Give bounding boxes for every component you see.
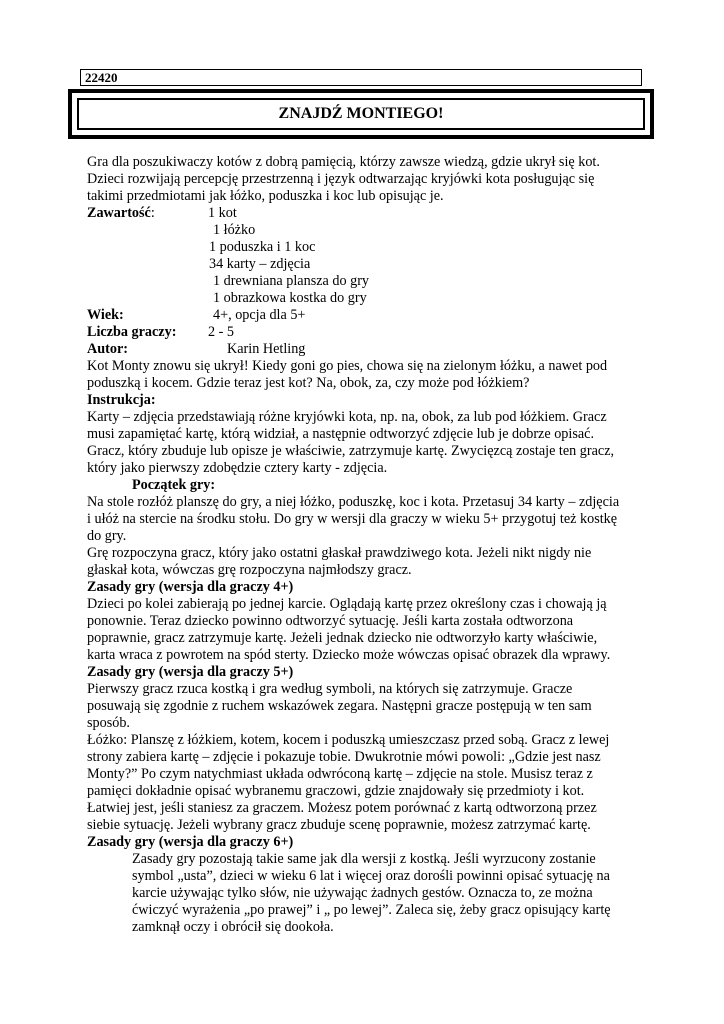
start-heading: Początek gry: [132, 477, 216, 493]
start-line: Na stole rozłóż planszę do gry, a niej łóżko, poduszkę, koc i kota. Przetasuj 34 karty – zdjęcia [87, 494, 620, 510]
instructions-line: Karty – zdjęcia przedstawiają różne kryjówki kota, np. na, obok, za lub pod łóżkiem. Gracz [87, 409, 607, 425]
instructions-heading: Instrukcja: [87, 392, 156, 408]
rules6-line: ćwiczyć wyrażenia „po prawej” i „ po lewej”. Zaleca się, żeby gracz opisujący kartę [132, 902, 611, 918]
start-line: i ułóż na stercie na środku stołu. Do gry w wersji dla graczy w wieku 5+ przygotuj też kostkę [87, 511, 618, 527]
instructions-line: Gracz, który zbuduje lub opisze je właściwie, zatrzymuje kartę. Zwycięzcą zostaje ten gracz, [87, 443, 615, 459]
contents-item: 34 karty – zdjęcia [209, 256, 311, 272]
author-label: Autor: [87, 341, 128, 357]
rules4-line: Dzieci po kolei zabierają po jednej karcie. Oglądają kartę przez określony czas i chowają ją [87, 596, 607, 612]
rules5-line: pamięci dokładnie opisać wybranemu graczowi, gdzie znajdowały się przedmioty i kot. [87, 783, 585, 799]
rules4-line: ponownie. Teraz dziecko powinno odtworzyć sytuację. Jeśli karta została odtworzona [87, 613, 574, 629]
story-line: poduszką i kocem. Gdzie teraz jest kot? Na, obok, za, czy może pod łóżkiem? [87, 375, 530, 391]
start-line: Grę rozpoczyna gracz, który jako ostatni głaskał prawdziwego kota. Jeżeli nikt nigdy nie [87, 545, 592, 561]
contents-item: 1 poduszka i 1 koc [209, 239, 316, 255]
intro-line: takimi przedmiotami jak łóżko, poduszka i koc lub opisując je. [87, 188, 444, 204]
intro-line: Dzieci rozwijają percepcję przestrzenną i język odtwarzając kryjówki kota posługując się [87, 171, 595, 187]
story-line: Kot Monty znowu się ukrył! Kiedy goni go pies, chowa się na zielonym łóżku, a nawet pod [87, 358, 608, 374]
rules5-line: Pierwszy gracz rzuca kostką i gra według symboli, na których się zatrzymuje. Gracze [87, 681, 573, 697]
document-code: 22420 [80, 69, 642, 86]
rules6-line: karcie używając tylko słów, nie używając żadnych gestów. Oznacza to, ze można [132, 885, 593, 901]
age-label: Wiek: [87, 307, 124, 323]
rules6-heading: Zasady gry (wersja dla graczy 6+) [87, 834, 294, 850]
rules4-heading: Zasady gry (wersja dla graczy 4+) [87, 579, 294, 595]
rules5-line: siebie sytuację. Jeżeli wybrany gracz zbuduje scenę poprawnie, możesz zatrzymać kartę. [87, 817, 591, 833]
intro-line: Gra dla poszukiwaczy kotów z dobrą pamięcią, którzy zawsze wiedzą, gdzie ukrył się kot. [87, 154, 600, 170]
rules6-line: zamknął oczy i obrócił się dookoła. [132, 919, 334, 935]
start-line: do gry. [87, 528, 127, 544]
players-value: 2 - 5 [208, 324, 235, 340]
age-value: 4+, opcja dla 5+ [213, 307, 306, 323]
author-value: Karin Hetling [227, 341, 306, 357]
contents-label: Zawartość: [87, 205, 155, 221]
instructions-line: musi zapamiętać kartę, którą widział, a następnie odtworzyć zdjęcie lub je dobrze opisać. [87, 426, 594, 442]
rules5-line: strony zabiera kartę – zdjęcie i pokazuje tobie. Dwukrotnie mówi powoli: „Gdzie jest nasz [87, 749, 601, 765]
players-label: Liczba graczy: [87, 324, 177, 340]
start-line: głaskał kota, wówczas grę rozpoczyna najmłodszy gracz. [87, 562, 412, 578]
contents-item: 1 kot [208, 205, 237, 221]
rules4-line: poprawnie, gracz zatrzymuje kartę. Jeżeli jednak dziecko nie odtworzyło karty właściwie, [87, 630, 598, 646]
rules5-line: posuwają się zgodnie z ruchem wskazówek zegara. Następni gracze postępują w ten sam [87, 698, 592, 714]
title-frame [68, 89, 654, 139]
rules4-line: karta wraca z powrotem na spód sterty. Dziecko może wówczas opisać obrazek dla wprawy. [87, 647, 611, 663]
contents-item: 1 drewniana plansza do gry [213, 273, 370, 289]
rules5-line: Monty?” Po czym natychmiast układa odwróconą kartę – zdjęcie na stole. Musisz teraz z [87, 766, 593, 782]
contents-item: 1 łóżko [213, 222, 256, 238]
contents-item: 1 obrazkowa kostka do gry [213, 290, 367, 306]
rules6-line: Zasady gry pozostają takie same jak dla wersji z kostką. Jeśli wyrzucony zostanie [132, 851, 596, 867]
rules5-line: Łatwiej jest, jeśli staniesz za graczem. Możesz potem porównać z kartą odtworzoną przez [87, 800, 597, 816]
document-title: ZNAJDŹ MONTIEGO! [77, 98, 645, 130]
instructions-line: który jako pierwszy zdobędzie cztery karty - zdjęcia. [87, 460, 388, 476]
rules5-heading: Zasady gry (wersja dla graczy 5+) [87, 664, 294, 680]
rules5-line: sposób. [87, 715, 130, 731]
rules6-line: symbol „usta”, dzieci w wieku 6 lat i więcej oraz dorośli powinni opisać sytuację na [132, 868, 610, 884]
rules5-line: Łóżko: Planszę z łóżkiem, kotem, kocem i poduszką umieszczasz przed sobą. Gracz z lewej [87, 732, 610, 748]
